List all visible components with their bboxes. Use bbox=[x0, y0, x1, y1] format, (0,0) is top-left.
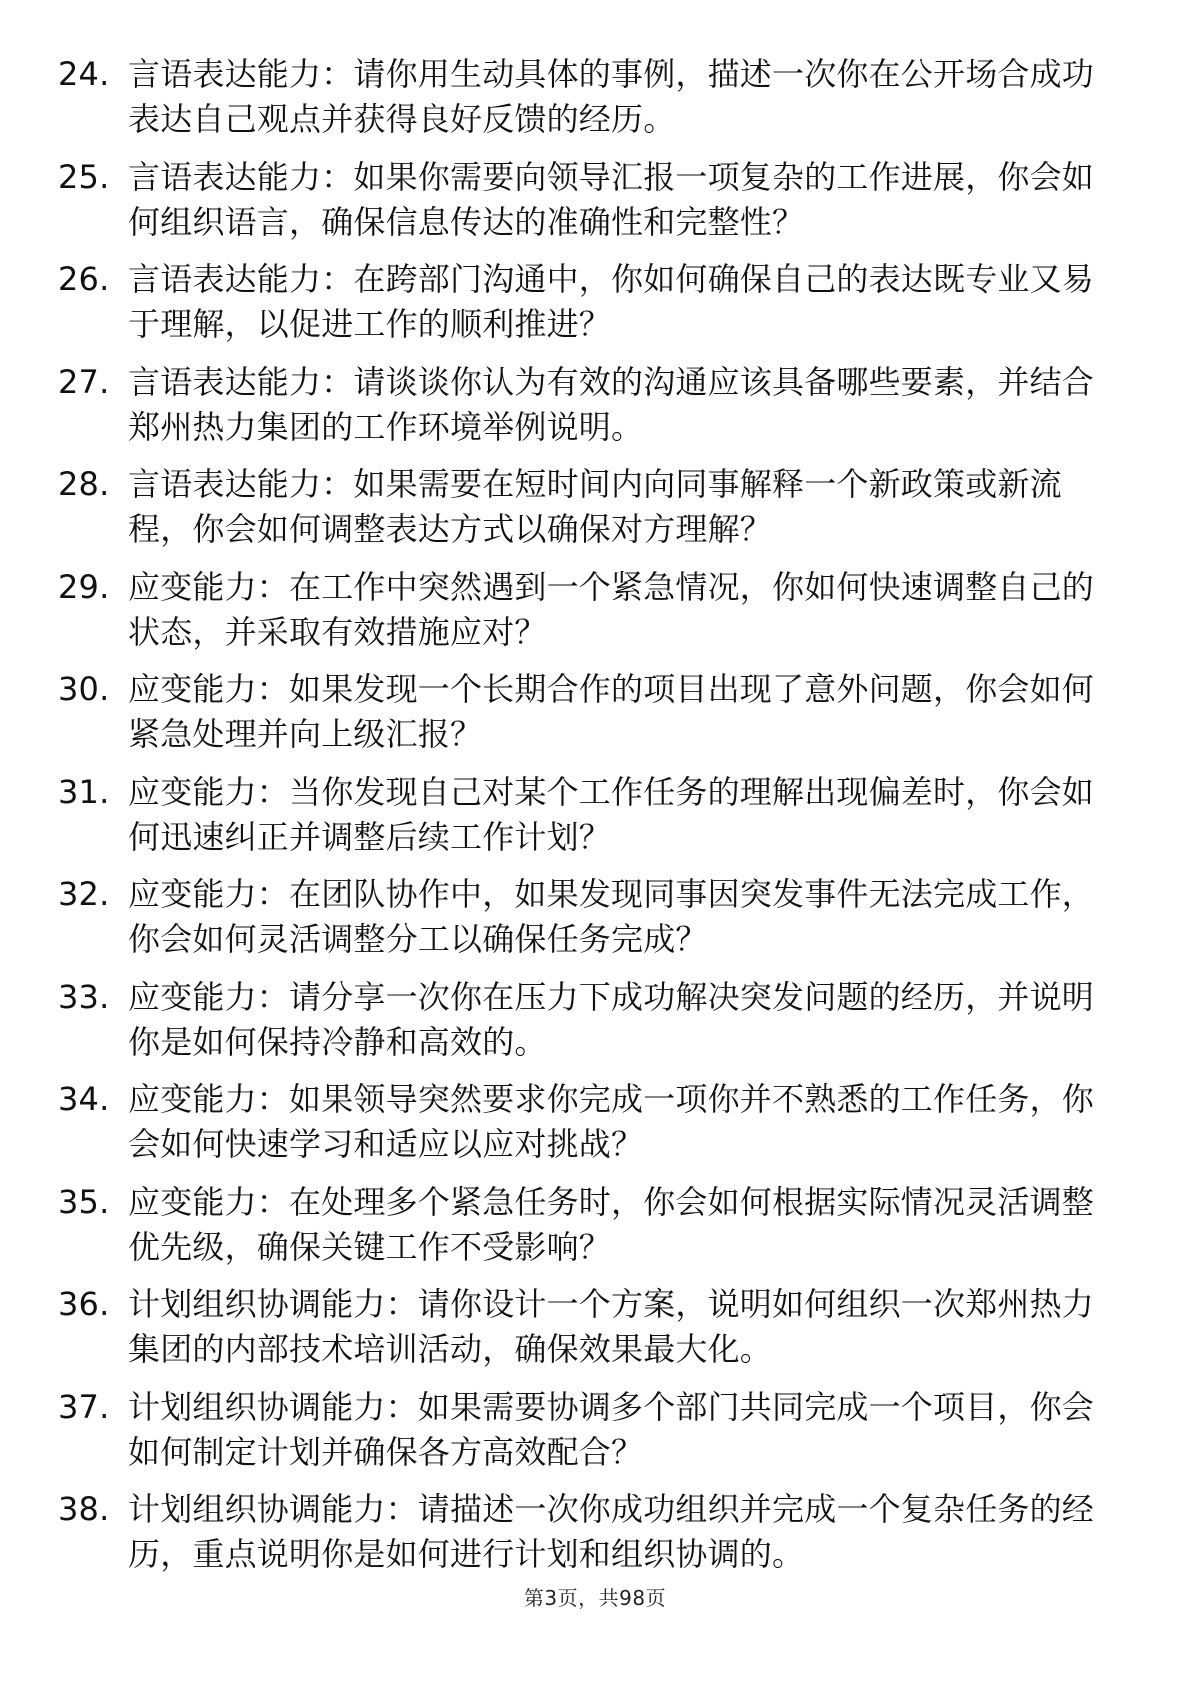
question-text: 应变能力：在工作中突然遇到一个紧急情况，你如何快速调整自己的状态，并采取有效措施应对？ bbox=[128, 567, 1095, 651]
question-text: 应变能力：当你发现自己对某个工作任务的理解出现偏差时，你会如何迅速纠正并调整后续工作计划？ bbox=[128, 772, 1095, 856]
question-number: 28. bbox=[58, 465, 110, 503]
question-number: 34. bbox=[58, 1080, 110, 1118]
question-text: 应变能力：在团队协作中，如果发现同事因突发事件无法完成工作，你会如何灵活调整分工以确保任务完成？ bbox=[128, 875, 1095, 958]
question-text: 言语表达能力：如果你需要向领导汇报一项复杂的工作进展，你会如何组织语言，确保信息传达的准确性和完整性？ bbox=[128, 157, 1095, 241]
question-item bbox=[58, 1385, 1118, 1475]
question-number: 24. bbox=[58, 55, 110, 93]
question-number: 35. bbox=[58, 1182, 110, 1221]
question-text: 言语表达能力：如果需要在短时间内向同事解释一个新政策或新流程，你会如何调整表达方式以确保对方理解？ bbox=[128, 465, 1062, 548]
question-item bbox=[58, 462, 1118, 552]
question-text: 言语表达能力：请你用生动具体的事例，描述一次你在公开场合成功表达自己观点并获得良好反馈的经历。 bbox=[128, 55, 1095, 138]
question-text: 应变能力：在处理多个紧急任务时，你会如何根据实际情况灵活调整优先级，确保关键工作不受影响？ bbox=[128, 1182, 1095, 1266]
question-text: 应变能力：如果发现一个长期合作的项目出现了意外问题，你会如何紧急处理并向上级汇报？ bbox=[128, 670, 1095, 753]
question-item bbox=[58, 1077, 1118, 1167]
question-item bbox=[58, 257, 1118, 347]
question-item bbox=[58, 1282, 1118, 1372]
question-item bbox=[58, 872, 1118, 962]
question-item bbox=[58, 667, 1118, 757]
question-text: 计划组织协调能力：请描述一次你成功组织并完成一个复杂任务的经历，重点说明你是如何进行计划和组织协调的。 bbox=[128, 1490, 1095, 1573]
question-number: 38. bbox=[58, 1490, 110, 1528]
question-item bbox=[58, 155, 1118, 245]
question-item bbox=[58, 52, 1118, 142]
question-number: 36. bbox=[58, 1285, 110, 1323]
question-item bbox=[58, 975, 1118, 1065]
question-text: 计划组织协调能力：如果需要协调多个部门共同完成一个项目，你会如何制定计划并确保各方高效配合？ bbox=[128, 1387, 1095, 1471]
question-text: 计划组织协调能力：请你设计一个方案，说明如何组织一次郑州热力集团的内部技术培训活动，确保效果最大化。 bbox=[128, 1285, 1095, 1368]
question-item bbox=[58, 1180, 1118, 1270]
question-number: 30. bbox=[58, 670, 110, 708]
question-item bbox=[58, 360, 1118, 450]
question-item bbox=[58, 565, 1118, 655]
question-number: 29. bbox=[58, 567, 110, 606]
question-number: 32. bbox=[58, 875, 110, 913]
question-number: 37. bbox=[58, 1387, 110, 1426]
question-item bbox=[58, 770, 1118, 860]
question-item bbox=[58, 1487, 1118, 1577]
question-text: 言语表达能力：在跨部门沟通中，你如何确保自己的表达既专业又易于理解，以促进工作的顺利推进？ bbox=[128, 260, 1095, 343]
question-number: 26. bbox=[58, 260, 110, 298]
page-footer: 第3页，共98页 bbox=[523, 1586, 667, 1610]
question-text: 应变能力：请分享一次你在压力下成功解决突发问题的经历，并说明你是如何保持冷静和高效的。 bbox=[128, 977, 1095, 1061]
question-number: 27. bbox=[58, 362, 110, 401]
question-text: 言语表达能力：请谈谈你认为有效的沟通应该具备哪些要素，并结合郑州热力集团的工作环境举例说明。 bbox=[128, 362, 1095, 446]
question-number: 25. bbox=[58, 157, 110, 196]
question-number: 33. bbox=[58, 977, 110, 1016]
question-number: 31. bbox=[58, 772, 110, 811]
question-list bbox=[58, 52, 1118, 1590]
question-text: 应变能力：如果领导突然要求你完成一项你并不熟悉的工作任务，你会如何快速学习和适应以应对挑战？ bbox=[128, 1080, 1095, 1163]
